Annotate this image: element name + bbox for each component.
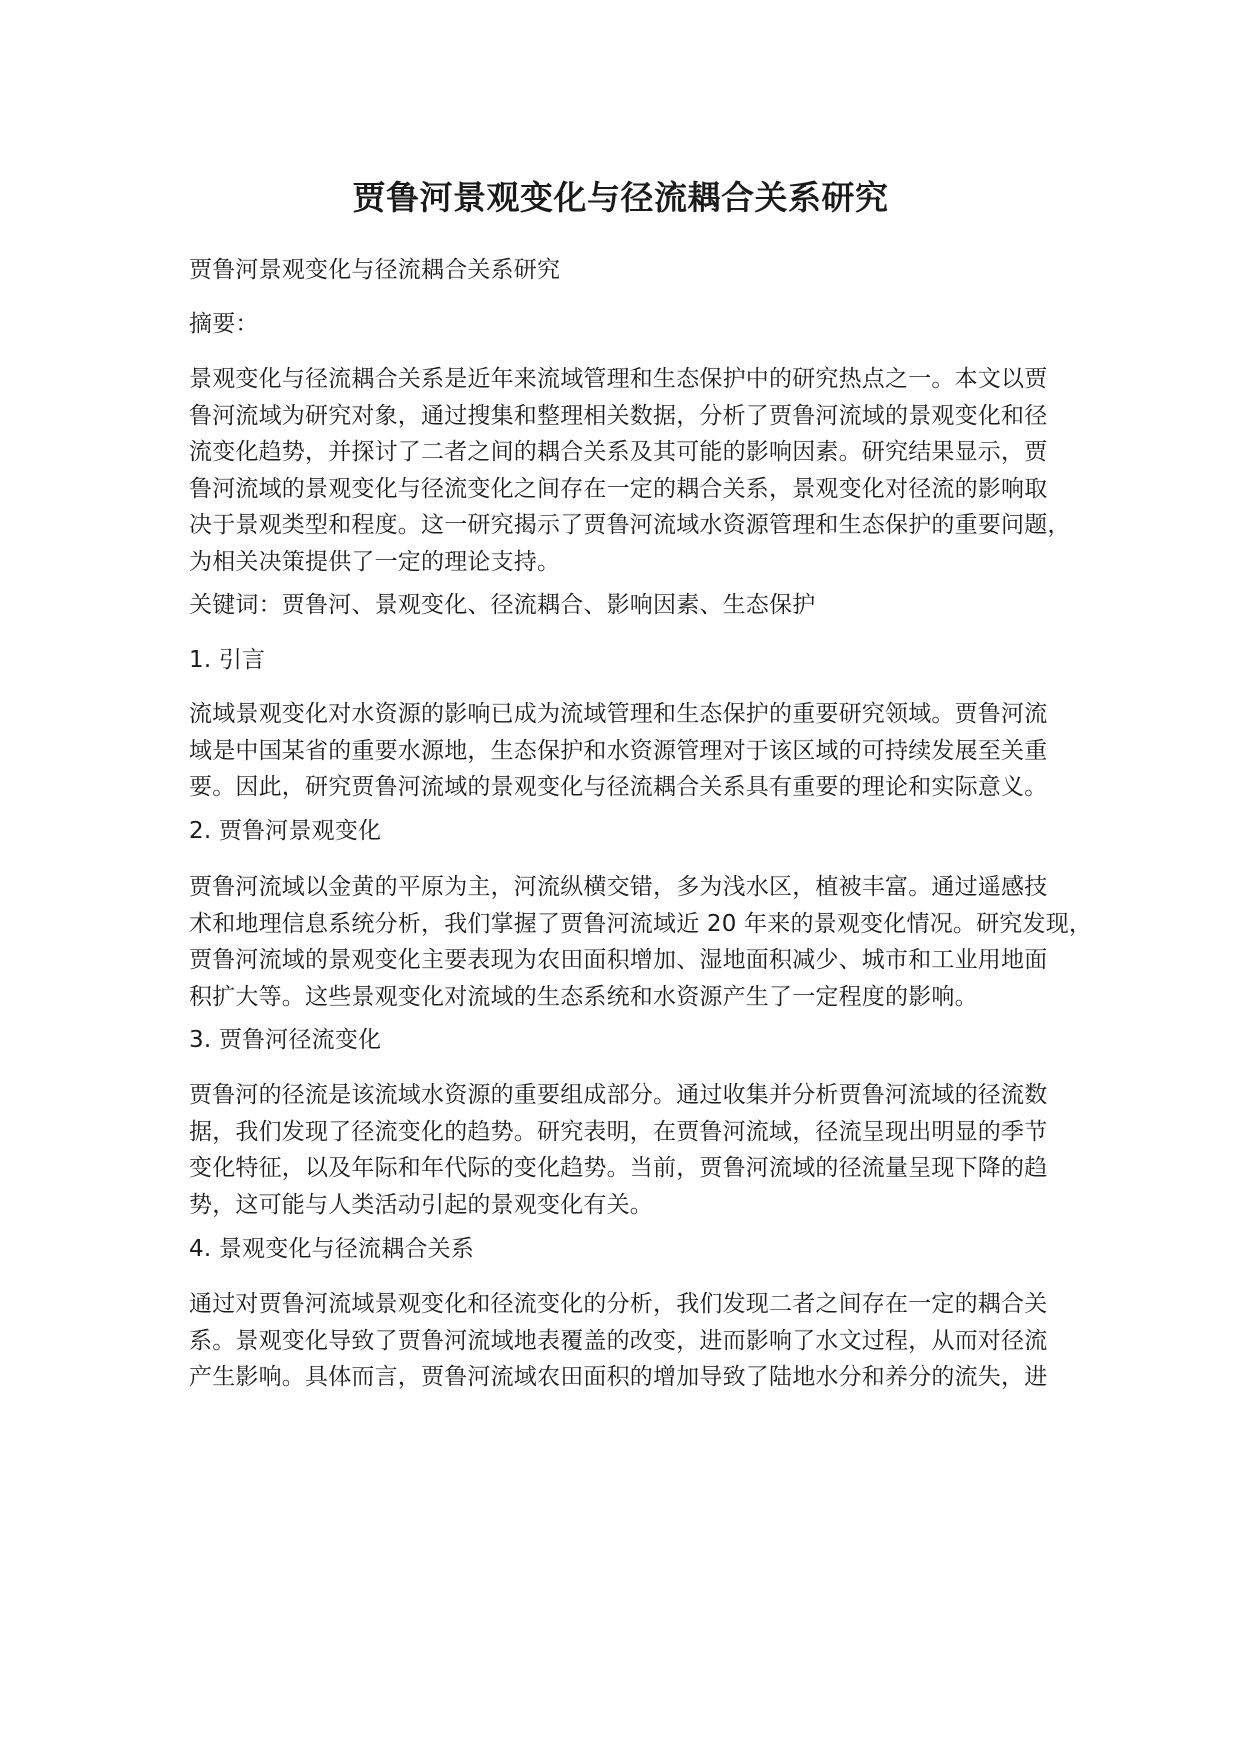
section-2-paragraph: [189, 869, 1093, 1015]
paragraph-line: 域是中国某省的重要水源地，生态保护和水资源管理对于该区域的可持续发展至关重: [189, 737, 1048, 764]
section-heading-text: 3. 贾鲁河径流变化: [189, 1027, 382, 1053]
section-4-heading: [189, 1231, 1065, 1268]
paragraph-line: 产生影响。具体而言，贾鲁河流域农田面积的增加导致了陆地水分和养分的流失，进: [189, 1364, 1048, 1390]
paragraph-line: 变化特征，以及年际和年代际的变化趋势。当前，贾鲁河流域的径流量呈现下降的趋: [189, 1155, 1048, 1181]
section-1-heading: [189, 642, 1065, 679]
keywords: [189, 587, 1065, 624]
paragraph-line: 通过对贾鲁河流域景观变化和径流变化的分析，我们发现二者之间存在一定的耦合关: [189, 1291, 1048, 1317]
section-heading-text: 4. 景观变化与径流耦合关系: [189, 1236, 475, 1262]
abstract-line: 景观变化与径流耦合关系是近年来流域管理和生态保护中的研究热点之一。本文以贾: [189, 366, 1048, 392]
abstract-line: 流变化趋势，并探讨了二者之间的耦合关系及其可能的影响因素。研究结果显示，贾: [189, 439, 1048, 465]
abstract-line: 决于景观类型和程度。这一研究揭示了贾鲁河流域水资源管理和生态保护的重要问题，: [189, 512, 1071, 538]
section-3-paragraph: [189, 1077, 1065, 1223]
subtitle-text: 贾鲁河景观变化与径流耦合关系研究: [189, 257, 561, 283]
paragraph-line: 要。因此，研究贾鲁河流域的景观变化与径流耦合关系具有重要的理论和实际意义。: [189, 774, 1048, 800]
section-heading-text: 2. 贾鲁河景观变化: [189, 818, 382, 844]
document-subtitle: [189, 252, 1065, 289]
abstract-label-text: 摘要：: [189, 311, 259, 337]
section-2-heading: [189, 813, 1065, 850]
section-1-paragraph: [189, 696, 1065, 806]
paragraph-line: 系。景观变化导致了贾鲁河流域地表覆盖的改变，进而影响了水文过程，从而对径流: [189, 1327, 1048, 1354]
paragraph-line: 贾鲁河流域的景观变化主要表现为农田面积增加、湿地面积减少、城市和工业用地面: [189, 947, 1048, 973]
abstract-line: 为相关决策提供了一定的理论支持。: [189, 548, 561, 575]
paragraph-line: 贾鲁河的径流是该流域水资源的重要组成部分。通过收集并分析贾鲁河流域的径流数: [189, 1082, 1048, 1108]
paragraph-line: 流域景观变化对水资源的影响已成为流域管理和生态保护的重要研究领域。贾鲁河流: [189, 701, 1048, 727]
paragraph-line: 贾鲁河流域以金黄的平原为主，河流纵横交错，多为浅水区，植被丰富。通过遥感技: [189, 874, 1048, 900]
document-title: 贾鲁河景观变化与径流耦合关系研究: [352, 178, 889, 217]
abstract-label: [189, 306, 1065, 343]
abstract-line: 鲁河流域为研究对象，通过搜集和整理相关数据，分析了贾鲁河流域的景观变化和径: [189, 402, 1048, 429]
paragraph-line: 术和地理信息系统分析，我们掌握了贾鲁河流域近 20 年来的景观变化情况。研究发现，: [189, 910, 1093, 937]
section-3-heading: [189, 1022, 1065, 1059]
abstract-paragraph: [189, 361, 1071, 580]
keywords-text: 关键词：贾鲁河、景观变化、径流耦合、影响因素、生态保护: [189, 592, 816, 618]
abstract-line: 鲁河流域的景观变化与径流变化之间存在一定的耦合关系，景观变化对径流的影响取: [189, 475, 1048, 502]
paragraph-line: 据，我们发现了径流变化的趋势。研究表明，在贾鲁河流域，径流呈现出明显的季节: [189, 1118, 1048, 1145]
section-4-paragraph: [189, 1286, 1065, 1396]
section-heading-text: 1. 引言: [189, 647, 266, 673]
paragraph-line: 势，这可能与人类活动引起的景观变化有关。: [189, 1191, 653, 1218]
paragraph-line: 积扩大等。这些景观变化对流域的生态系统和水资源产生了一定程度的影响。: [189, 983, 978, 1010]
